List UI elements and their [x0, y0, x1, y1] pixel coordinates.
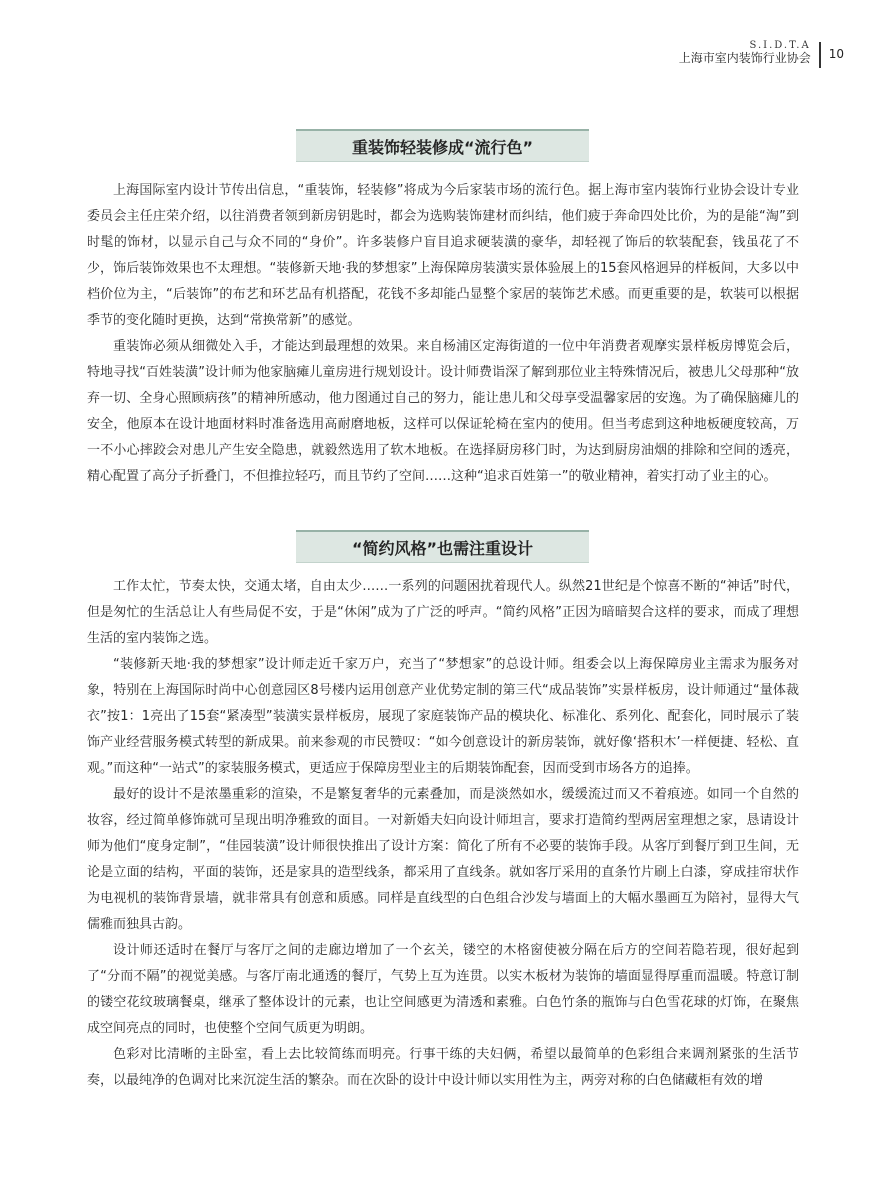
paragraph: 工作太忙，节奏太快，交通太堵，自由太少……一系列的问题困扰着现代人。纵然21世纪是个惊喜不断的“神话”时代，但是匆忙的生活总让人有些局促不安，于是“休闲”成为了广泛的呼声。“简约风格”正因为暗暗契合这样的要求，而成了理想生活的室内装饰之选。	[87, 579, 799, 646]
organization-name: 上海市室内装饰行业协会	[678, 51, 811, 65]
header-text	[679, 40, 811, 66]
paragraph: 色彩对比清晰的主卧室，看上去比较简练而明亮。行事干练的夫妇俩，希望以最简单的色彩组合来调剂紧张的生活节奏，以最纯净的色调对比来沉淀生活的繁杂。而在次卧的设计中设计师以实用性为主，两旁对称的白色储藏柜有效的增	[87, 1047, 799, 1088]
paragraph: 设计师还适时在餐厅与客厅之间的走廊边增加了一个玄关，镂空的木格窗使被分隔在后方的空间若隐若现，很好起到了“分而不隔”的视觉美感。与客厅南北通透的餐厅，气势上互为连贯。以实木板材为装饰的墙面显得厚重而温暖。特意订制的镂空花纹玻璃餐桌，继承了整体设计的元素，也让空间感更为清透和素雅。白色竹条的瓶饰与白色雪花球的灯饰，在聚焦成空间亮点的同时，也使整个空间气质更为明朗。	[87, 943, 799, 1036]
section-title: 重装饰轻装修成“流行色”	[296, 129, 589, 162]
paragraph: 上海国际室内设计节传出信息，“重装饰，轻装修”将成为今后家装市场的流行色。据上海市室内装饰行业协会设计专业委员会主任庄荣介绍，以往消费者领到新房钥匙时，都会为选购装饰建材而纠结，他们疲于奔命四处比价，为的是能“淘”到时髦的饰材，以显示自己与众不同的“身价”。许多装修户盲目追求硬装潢的豪华，却轻视了饰后的软装配套，钱虽花了不少，饰后装饰效果也不太理想。“装修新天地·我的梦想家”上海保障房装潢实景体验展上的15套风格迥异的样板间，大多以中档价位为主，“后装饰”的布艺和环艺品有机搭配，花钱不多却能凸显整个家居的装饰艺术感。而更重要的是，软装可以根据季节的变化随时更换，达到“常换常新”的感觉。	[87, 183, 799, 328]
section-body	[87, 574, 799, 1094]
section-title: “简约风格”也需注重设计	[296, 530, 589, 563]
paragraph: 最好的设计不是浓墨重彩的渲染，不是繁复奢华的元素叠加，而是淡然如水，缓缓流过而又不着痕迹。如同一个自然的妆容，经过简单修饰就可呈现出明净雅致的面目。一对新婚夫妇向设计师坦言，要求打造简约型两居室理想之家，恳请设计师为他们“度身定制”，“佳园装潢”设计师很快推出了设计方案：简化了所有不必要的装饰手段。从客厅到餐厅到卫生间，无论是立面的结构，平面的装饰，还是家具的造型线条，都采用了直线条。就如客厅采用的直条竹片刷上白漆，穿成挂帘状作为电视机的装饰背景墙，就非常具有创意和质感。同样是直线型的白色组合沙发与墙面上的大幅水墨画互为陪衬，显得大气儒雅而独具古韵。	[87, 787, 799, 932]
section-body	[87, 178, 799, 490]
header-divider	[819, 42, 821, 68]
brand-name: S.I.D.T.A	[749, 40, 811, 51]
paragraph: “装修新天地·我的梦想家”设计师走近千家万户，充当了“梦想家”的总设计师。组委会以上海保障房业主需求为服务对象，特别在上海国际时尚中心创意园区8号楼内运用创意产业优势定制的第三代“成品装饰”实景样板房，设计师通过“量体裁衣”按1：1亮出了15套“紧凑型”装潢实景样板房，展现了家庭装饰产品的模块化、标准化、系列化、配套化，同时展示了装饰产业经营服务模式转型的新成果。前来参观的市民赞叹：“如今创意设计的新房装饰，就好像‘搭积木’一样便捷、轻松、直观。”而这种“一站式”的家装服务模式，更适应于保障房型业主的后期装饰配套，因而受到市场各方的追捧。	[87, 657, 799, 776]
page-number: 10	[828, 47, 844, 61]
page-header	[679, 40, 844, 70]
paragraph: 重装饰必须从细微处入手，才能达到最理想的效果。来自杨浦区定海街道的一位中年消费者观摩实景样板房博览会后，特地寻找“百姓装潢”设计师为他家脑瘫儿童房进行规划设计。设计师费诣深了解到那位业主特殊情况后，被患儿父母那种“放弃一切、全身心照顾病孩”的精神所感动，他力图通过自己的努力，能让患儿和父母享受温馨家居的安逸。为了确保脑瘫儿的安全，他原本在设计地面材料时准备选用高耐磨地板，这样可以保证轮椅在室内的使用。但当考虑到这种地板硬度较高，万一不小心摔跤会对患儿产生安全隐患，就毅然选用了软木地板。在选择厨房移门时，为达到厨房油烟的排除和空间的透亮，精心配置了高分子折叠门，不但推拉轻巧，而且节约了空间……这种“追求百姓第一”的敬业精神，着实打动了业主的心。	[87, 339, 799, 484]
